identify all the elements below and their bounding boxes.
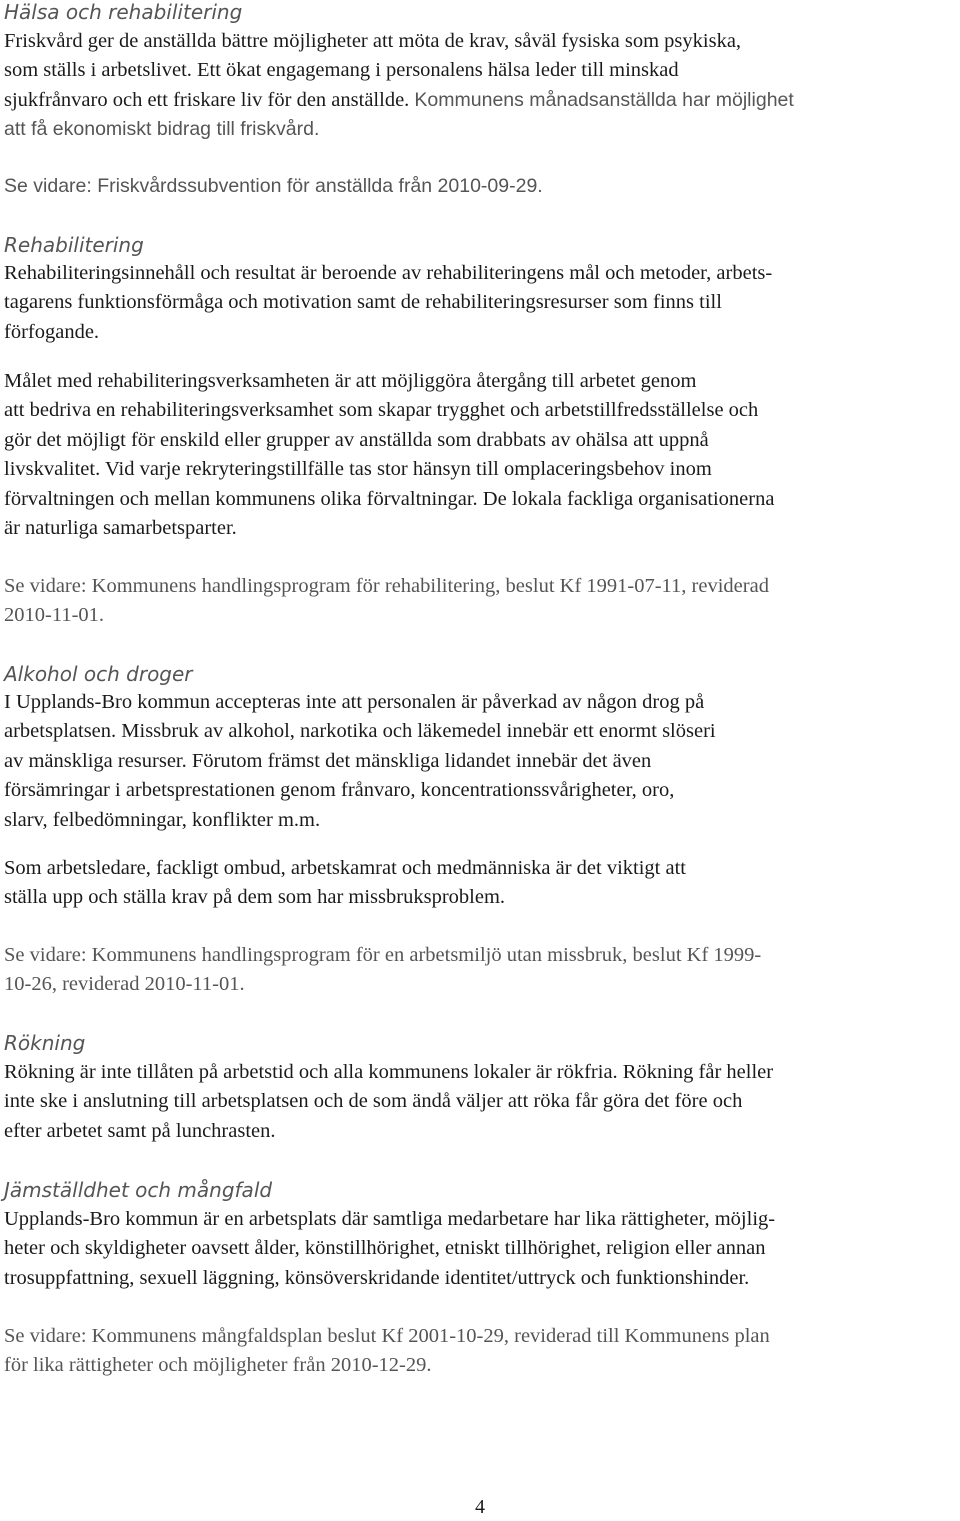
text-line: Se vidare: Kommunens handlingsprogram för rehabilitering, beslut Kf 1991-07-11, reviderad (4, 575, 769, 597)
section-heading-jamstalldhet: Jämställdhet och mångfald (4, 1178, 273, 1202)
text-line: tagarens funktionsförmåga och motivation samt de rehabiliteringsresurser som finns till (4, 291, 722, 314)
see-also-jamstalldhet (4, 1322, 770, 1381)
text-line: Friskvård ger de anställda bättre möjligheter att möta de krav, såväl fysiska som psykiska, (4, 30, 742, 52)
page-number: 4 (475, 1496, 485, 1518)
paragraph-alkohol-1 (4, 688, 716, 835)
text-line: Se vidare: Kommunens mångfaldsplan beslut Kf 2001-10-29, reviderad till Kommunens plan (4, 1325, 770, 1347)
see-also-rehabilitering (4, 572, 769, 631)
text-line: av mänskliga resurser. Förutom främst det mänskliga lidandet innebär det även (4, 749, 652, 772)
text-line: Som arbetsledare, fackligt ombud, arbetskamrat och medmänniska är det viktigt att (4, 857, 686, 879)
see-also-alkohol (4, 941, 761, 1000)
text-line: trosuppfattning, sexuell läggning, könsöverskridande identitet/uttryck och funktionshinder. (4, 1266, 750, 1289)
section-heading-rokning: Rökning (4, 1031, 86, 1055)
text-line: Se vidare: Kommunens handlingsprogram för en arbetsmiljö utan missbruk, beslut Kf 1999- (4, 944, 762, 966)
paragraph-halsa-1 (4, 27, 794, 145)
text-line: försämringar i arbetsprestationen genom frånvaro, koncentrationssvårigheter, oro, (4, 779, 675, 802)
text-line: som ställs i arbetslivet. Ett ökat engagemang i personalens hälsa leder till minskad (4, 59, 679, 82)
text-line: att få ekonomiskt bidrag till friskvård. (4, 118, 320, 141)
text-line: att bedriva en rehabiliteringsverksamhet som skapar trygghet och arbetstillfredsställelse och (4, 399, 759, 422)
section-heading-alkohol: Alkohol och droger (4, 662, 193, 686)
text-line: Målet med rehabiliteringsverksamheten är att möjliggöra återgång till arbetet genom (4, 370, 697, 392)
section-heading-rehabilitering: Rehabilitering (4, 233, 144, 257)
text-line: 2010-11-01. (4, 604, 105, 627)
text-line: gör det möjligt för enskild eller grupper av anställda som drabbats av ohälsa att uppnå (4, 428, 709, 451)
section-heading-halsa: Hälsa och rehabilitering (4, 0, 243, 24)
text-line: 10-26, reviderad 2010-11-01. (4, 973, 245, 996)
paragraph-rokning-1 (4, 1058, 773, 1146)
text-line: förfogande. (4, 320, 100, 343)
text-line (4, 86, 794, 115)
text-line: Rehabiliteringsinnehåll och resultat är beroende av rehabiliteringens mål och metoder, arbets- (4, 262, 773, 284)
text-segment: sjukfrånvaro och ett friskare liv för den anställde. (4, 88, 410, 111)
text-line: förvaltningen och mellan kommunens olika förvaltningar. De lokala fackliga organisationerna (4, 487, 775, 510)
text-line: för lika rättigheter och möjligheter från 2010-12-29. (4, 1354, 432, 1377)
text-line: ställa upp och ställa krav på dem som har missbruksproblem. (4, 886, 506, 909)
text-segment-sans: Kommunens månadsanställda har möjlighet (414, 88, 794, 111)
text-line: Upplands-Bro kommun är en arbetsplats där samtliga medarbetare har lika rättigheter, möjlig- (4, 1208, 776, 1230)
text-line: Rökning är inte tillåten på arbetstid och alla kommunens lokaler är rökfria. Rökning får heller (4, 1061, 774, 1083)
paragraph-rehabilitering-2 (4, 367, 774, 543)
text-line: slarv, felbedömningar, konflikter m.m. (4, 808, 321, 831)
paragraph-rehabilitering-1 (4, 259, 772, 347)
text-line: är naturliga samarbetsparter. (4, 517, 237, 540)
text-line: I Upplands-Bro kommun accepteras inte att personalen är påverkad av någon drog på (4, 691, 705, 713)
see-also-halsa: Se vidare: Friskvårdssubvention för anställda från 2010-09-29. (4, 175, 543, 197)
text-line: heter och skyldigheter oavsett ålder, könstillhörighet, etniskt tillhörighet, religion eller annan (4, 1237, 766, 1260)
paragraph-alkohol-2 (4, 854, 686, 913)
text-line: inte ske i anslutning till arbetsplatsen och de som ändå väljer att röka får göra det före och (4, 1090, 743, 1113)
text-line: livskvalitet. Vid varje rekryteringstillfälle tas stor hänsyn till omplaceringsbehov inom (4, 458, 712, 481)
text-line: efter arbetet samt på lunchrasten. (4, 1119, 276, 1142)
paragraph-jamstalldhet-1 (4, 1205, 775, 1293)
text-line: arbetsplatsen. Missbruk av alkohol, narkotika och läkemedel innebär ett enormt slöseri (4, 720, 716, 743)
